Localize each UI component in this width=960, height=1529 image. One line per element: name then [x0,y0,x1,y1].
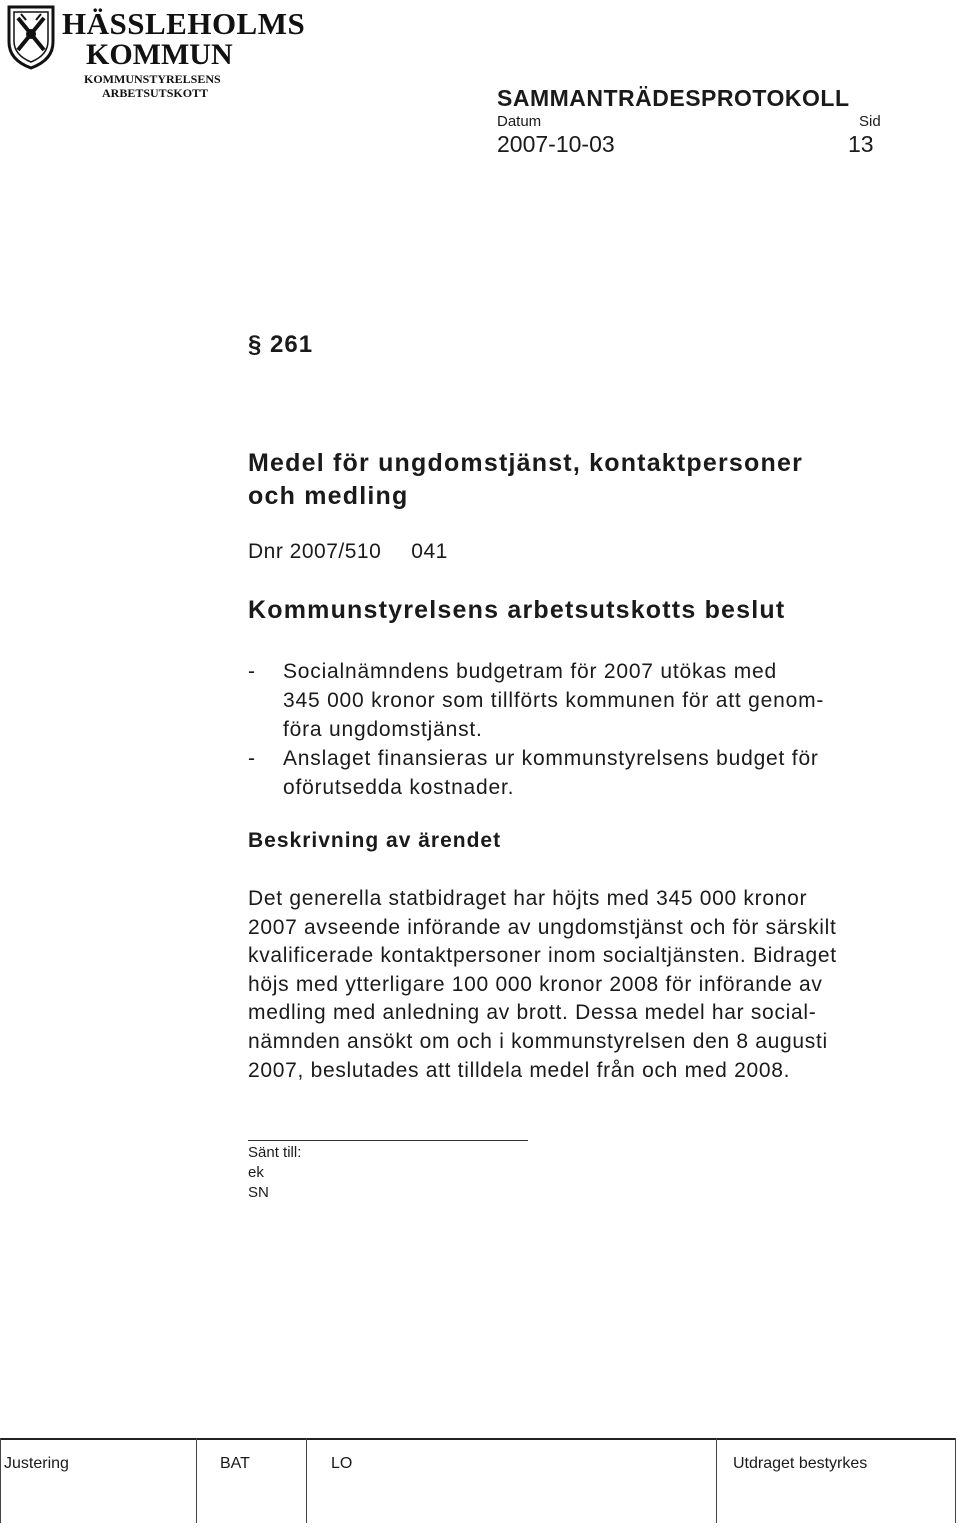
date-label: Datum [497,113,542,130]
coat-of-arms-icon [6,4,56,70]
description-line: 2007 avseende införande av ungdomstjänst och för särskilt [248,915,837,939]
diary-number-label: Dnr 2007/510 [248,540,382,563]
decision-heading: Kommunstyrelsens arbetsutskotts beslut [248,596,786,624]
description-line: höjs med ytterligare 100 000 kronor 2008 för införande av [248,972,823,996]
description-heading: Beskrivning av ärendet [248,829,502,852]
footer-divider [955,1438,956,1523]
page-number: 13 [848,131,874,157]
logo-text-arbetsutskott: ARBETSUTSKOTT [102,86,209,100]
footer-rule [0,1438,956,1440]
kommun-logo [6,4,306,100]
item-title-line: och medling [248,482,409,510]
recipient: ek [248,1164,264,1181]
list-dash: - [248,660,256,683]
item-title [248,447,803,513]
footer-divider [196,1438,197,1523]
logo-text-hassleholms: HÄSSLEHOLMS [62,6,306,41]
description-line: kvalificerade kontaktpersoner inom socialtjänsten. Bidraget [248,944,837,968]
diary-number-code: 041 [411,540,448,563]
footer-divider [306,1438,307,1523]
description-body [248,885,953,1085]
item-title-line: Medel för ungdomstjänst, kontaktpersoner [248,449,804,477]
description-line: medling med anledning av brott. Dessa medel har social- [248,1001,817,1025]
diary-number [248,540,448,564]
decision-line: oförutsedda kostnader. [283,776,515,799]
separator-line [248,1140,528,1141]
footer-signature-bat: BAT [220,1455,250,1472]
footer-divider [0,1438,1,1523]
decision-line: Anslaget finansieras ur kommunstyrelsens budget för [283,747,819,770]
decision-item [248,744,948,802]
document-type: SAMMANTRÄDESPROTOKOLL [497,85,850,111]
logo-text-kommunstyrelsens: KOMMUNSTYRELSENS [84,72,221,86]
footer-justering-label: Justering [4,1455,69,1472]
recipient: SN [248,1184,269,1201]
sent-to-list [248,1163,269,1203]
page-label: Sid [859,113,881,130]
decision-item [248,657,948,744]
meeting-date: 2007-10-03 [497,131,615,157]
list-dash: - [248,747,256,770]
decision-list [248,657,948,802]
footer-signature-lo: LO [331,1455,353,1472]
description-line: 2007, beslutades att tilldela medel från och med 2008. [248,1058,791,1082]
description-line: Det generella statbidraget har höjts med 345 000 kronor [248,887,808,910]
description-line: nämnden ansökt om och i kommunstyrelsen den 8 augusti [248,1029,828,1053]
logo-text-kommun: KOMMUN [86,38,233,71]
decision-line: föra ungdomstjänst. [283,718,483,741]
sent-to-label: Sänt till: [248,1144,302,1161]
footer-divider [716,1438,717,1523]
footer-utdrag-label: Utdraget bestyrkes [733,1455,868,1472]
section-number: § 261 [248,331,314,358]
decision-line: Socialnämndens budgetram för 2007 utökas med [283,660,777,683]
decision-line: 345 000 kronor som tillförts kommunen för att genom- [283,689,825,712]
